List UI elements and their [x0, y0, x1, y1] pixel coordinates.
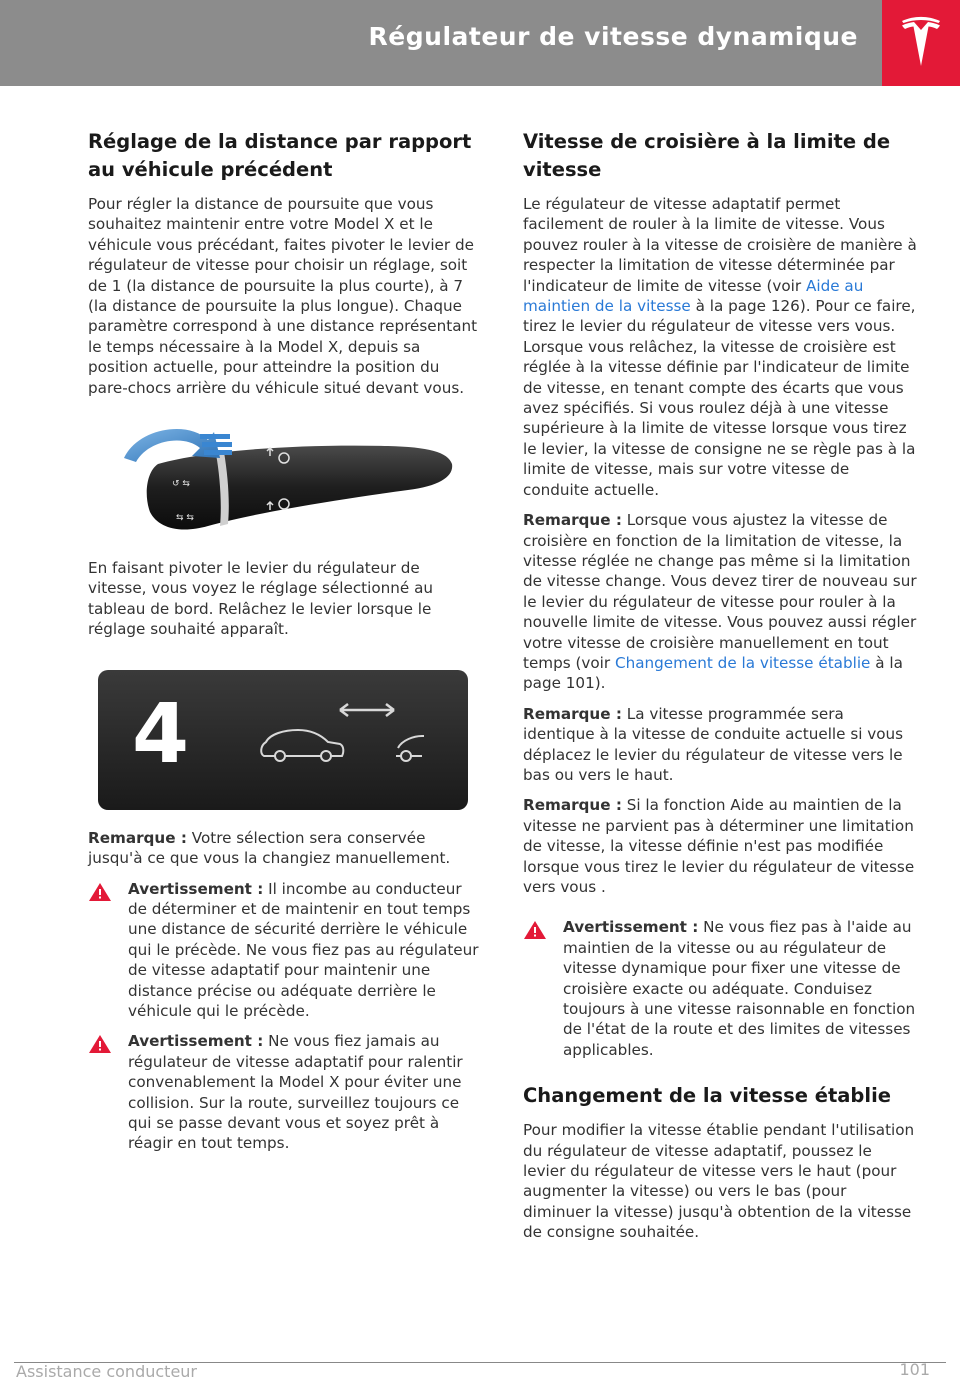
footer-page-number: 101 — [899, 1360, 930, 1379]
footer-section-name: Assistance conducteur — [16, 1362, 197, 1381]
left-column — [88, 128, 482, 1164]
cruise-lever-illustration — [88, 416, 482, 546]
following-distance-display — [88, 660, 482, 810]
speed-limit-paragraph: Le régulateur de vitesse adaptatif permet facilement de rouler à la limite de vitesse. Vous pouvez rouler à la vitesse de croisière de manière à respecter la limitation de vitesse déterminée par l'indicateur de limite de vitesse (voir Aide au maintien de la vitesse à la page 126). Pour ce faire, tirez le levier du régulateur de vitesse vers vous. Lorsque vous relâchez, la vitesse de croisière est réglée à la vitesse définie par l'indicateur de limite de vitesse, en tenant compte des écarts que vous avez spécifiés. Si vous roulez déjà à une vitesse supérieure à la limite de vitesse lorsque vous tirez le levier, la vitesse de consigne ne se règle pas à la limite de vitesse, mais sur votre vitesse de conduite actuelle. — [523, 195, 917, 499]
svg-text:↺ ⇆: ↺ ⇆ — [172, 479, 190, 490]
warning-triangle-icon — [523, 920, 547, 940]
note-label: Remarque : — [523, 511, 622, 530]
change-speed-paragraph: Pour modifier la vitesse établie pendant l'utilisation du régulateur de vitesse adaptatif, poussez le levier du régulateur de vitesse vers le haut (pour augmenter la vitesse) ou vers le bas (pour diminuer la vitesse) jusqu'à obtention de la vitesse de consigne souhaitée. — [523, 1121, 915, 1242]
warning-safe-distance — [88, 879, 482, 1022]
warning-collision — [88, 1031, 482, 1153]
note-label: Remarque : — [88, 828, 187, 847]
svg-text:⇆ ⇆: ⇆ ⇆ — [176, 513, 194, 524]
note-selection-kept — [88, 828, 482, 869]
tesla-logo-icon — [898, 16, 944, 70]
distance-intro-paragraph: Pour régler la distance de poursuite que vous souhaitez maintenir entre votre Model X et le véhicule vous précédant, faites pivoter le levier de régulateur de vitesse pour choisir un réglage, soit de 1 (la distance de poursuite la plus courte), à 7 (la distance de poursuite la plus longue). Chaque paramètre correspond à une distance représentant le temps nécessaire à la Model X, depuis sa position actuelle, pour atteindre la position du pare-chocs arrière du véhicule situé devant vous. — [88, 195, 478, 397]
link-change-set-speed[interactable]: Changement de la vitesse établie — [614, 653, 871, 672]
page-title: Régulateur de vitesse dynamique — [368, 22, 858, 51]
warning-label: Avertissement : — [128, 1032, 264, 1051]
note-speed-assist-unavailable: Remarque : Si la fonction Aide au maintien de la vitesse ne parvient pas à déterminer une limitation de vitesse, la vitesse définie n'est pas modifiée lorsque vous tirez le levier du régulateur de vitesse vers vous . — [523, 796, 915, 896]
warning-text: Ne vous fiez pas à l'aide au maintien de la vitesse ou au régulateur de vitesse dynamique pour fixer une vitesse de croisière exacte ou adéquate. Conduisez toujours à une vitesse raisonnable en fonction de l'état de la route et des limites de vitesses applicables. — [563, 918, 916, 1059]
warning-triangle-icon — [88, 882, 112, 902]
warning-text: Ne vous fiez jamais au régulateur de vitesse adaptatif pour ralentir convenablement la Model X pour éviter une collision. Sur la route, surveillez toujours ce qui se passe devant vous et soyez prêt à réagir en tout temps. — [128, 1032, 463, 1153]
section-heading-distance: Réglage de la distance par rapport au véhicule précédent — [88, 130, 472, 181]
warning-label: Avertissement : — [563, 918, 699, 937]
link-speed-assist[interactable]: Aide au maintien de la vitesse — [523, 276, 864, 316]
warning-triangle-icon — [88, 1034, 112, 1054]
note-speed-limit-change: Remarque : Lorsque vous ajustez la vitesse de croisière en fonction de la limitation de vitesse, la vitesse réglée ne change pas même si la limitation de vitesse change. Vous devez tirer de nouveau sur le levier du régulateur de vitesse pour rouler à la nouvelle limite de vitesse. Vous pouvez aussi régler votre vitesse de croisière manuellement en tout temps (voir Changement de la vitesse établie à la page 101). — [523, 511, 917, 693]
section-heading-speed-limit: Vitesse de croisière à la limite de vitesse — [523, 130, 891, 181]
distance-setting-value: 4 — [132, 686, 190, 782]
note-set-speed-current: Remarque : La vitesse programmée sera identique à la vitesse de conduite actuelle si vous déplacez le levier du régulateur de vitesse vers le bas ou vers le haut. — [523, 704, 904, 784]
warning-text: Il incombe au conducteur de déterminer et de maintenir en tout temps une distance de sécurité derrière le véhicule qui le précède. Ne vous fiez pas au régulateur de vitesse adaptatif pour maintenir une distance précise ou adéquate derrière le véhicule qui le précède. — [128, 879, 479, 1020]
rotate-lever-paragraph: En faisant pivoter le levier du régulateur de vitesse, vous voyez le réglage sélectionné au tableau de bord. Relâchez le levier lorsque le réglage souhaité apparaît. — [88, 559, 434, 639]
right-column — [523, 128, 917, 1253]
note-text: Votre sélection sera conservée jusqu'à ce que vous la changiez manuellement. — [88, 828, 451, 868]
note-label: Remarque : — [523, 796, 622, 815]
brand-logo-box — [882, 0, 960, 86]
warning-speed-assist — [523, 917, 917, 1060]
warning-label: Avertissement : — [128, 879, 264, 898]
note-label: Remarque : — [523, 704, 622, 723]
section-heading-change-speed: Changement de la vitesse établie — [523, 1084, 891, 1108]
